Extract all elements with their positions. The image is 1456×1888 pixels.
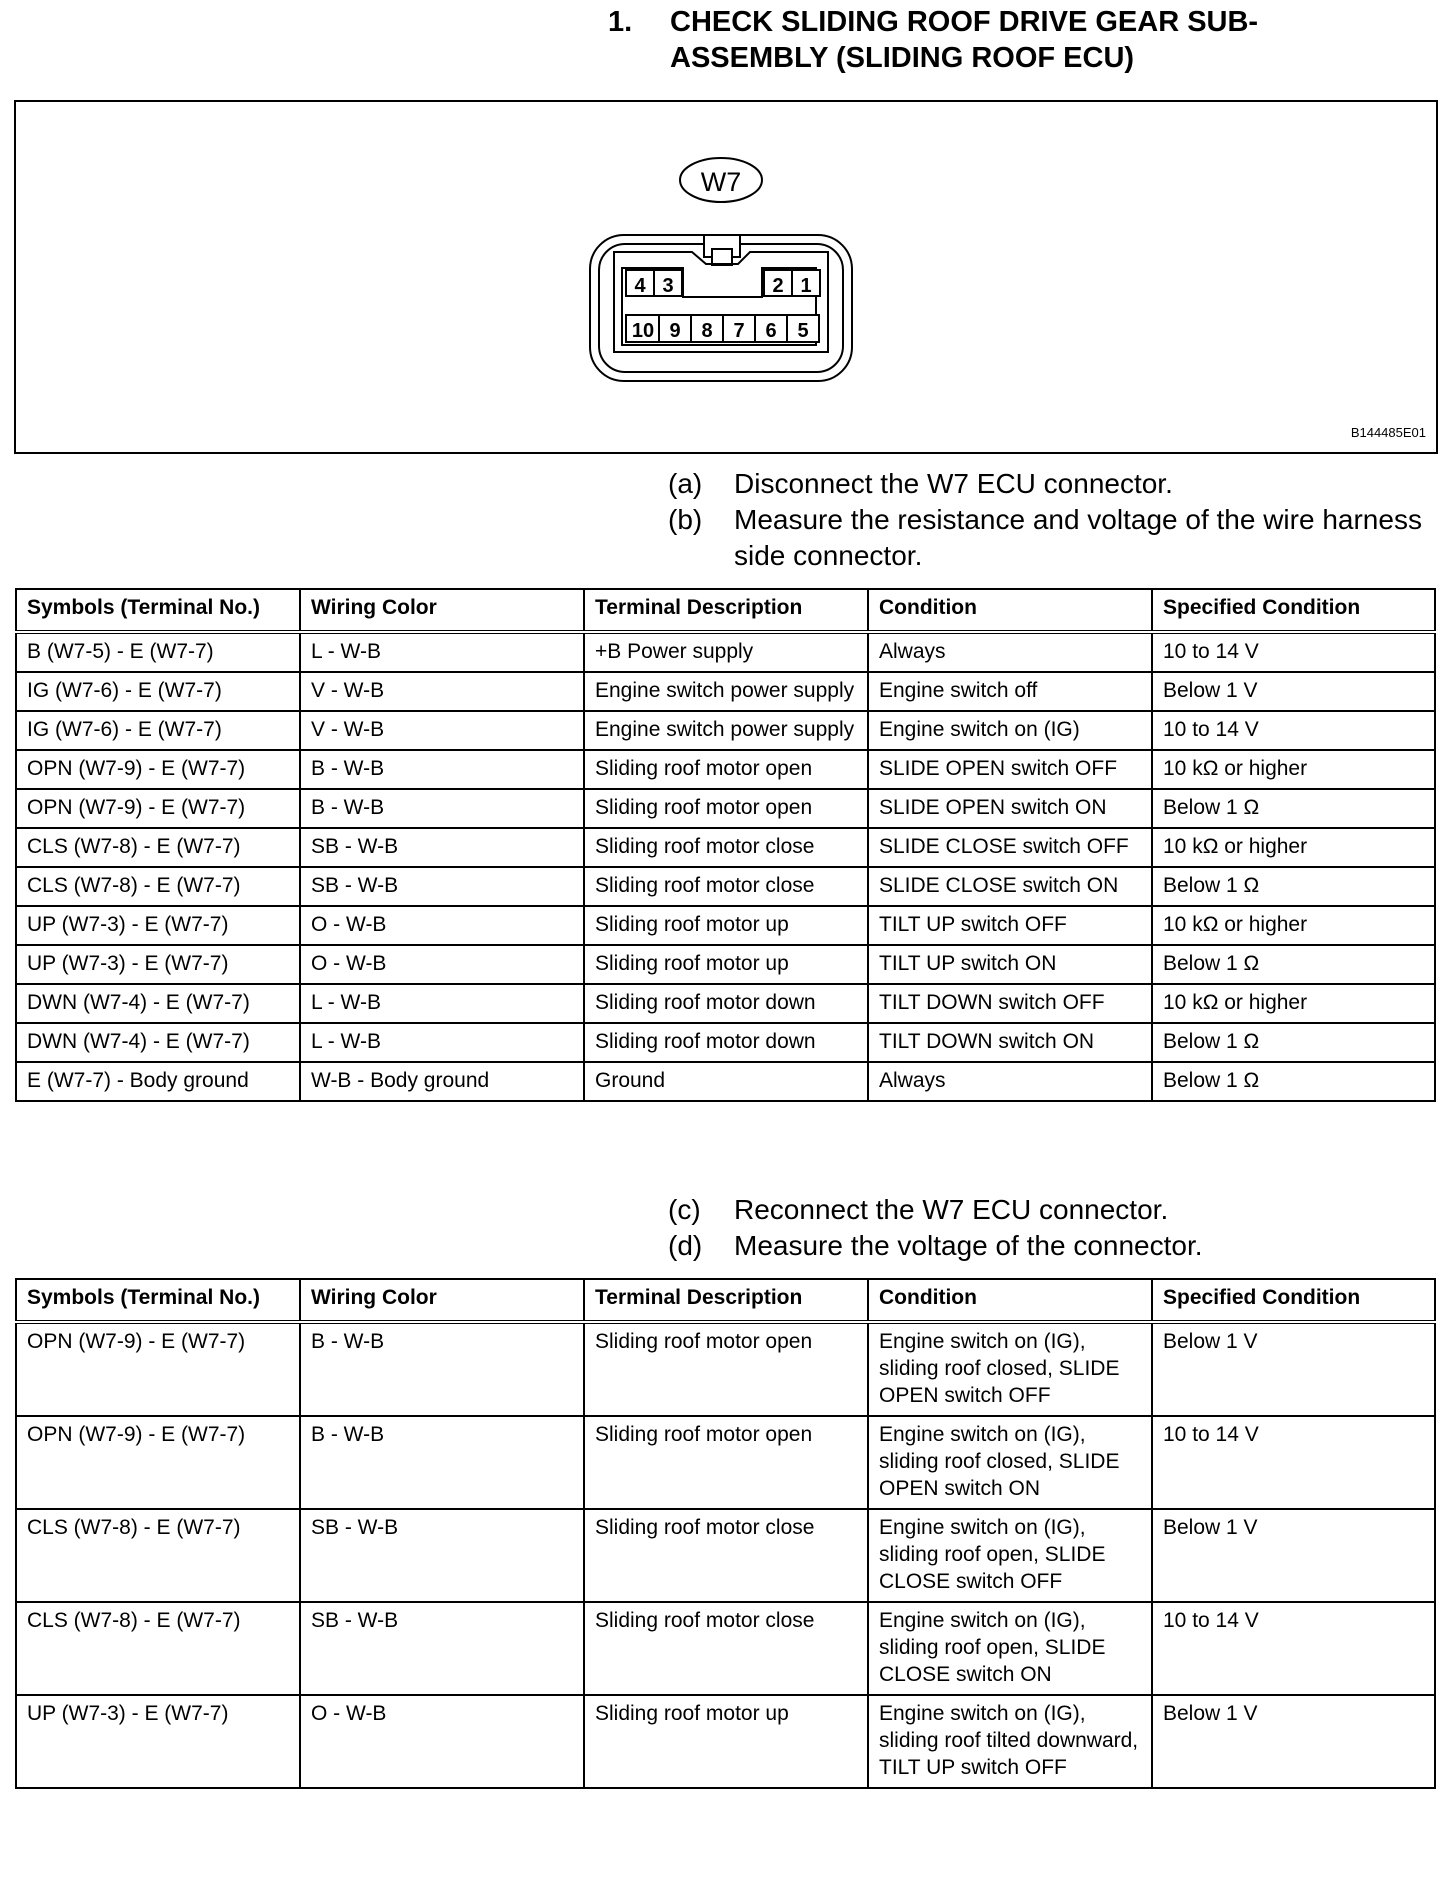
table-cell: B - W-B: [300, 789, 584, 828]
table-row: [16, 906, 1435, 945]
table-cell: 10 to 14 V: [1152, 1416, 1435, 1509]
table-cell: Engine switch power supply: [584, 672, 868, 711]
table-cell: O - W-B: [300, 906, 584, 945]
table-cell: V - W-B: [300, 711, 584, 750]
table-cell: SB - W-B: [300, 828, 584, 867]
table-cell: B - W-B: [300, 750, 584, 789]
table-row: [16, 1602, 1435, 1695]
pin-group-top-right: [764, 270, 820, 297]
step-text: Disconnect the W7 ECU connector.: [734, 468, 1173, 499]
pin-label: 8: [701, 320, 713, 342]
resistance-voltage-table: [15, 588, 1436, 1102]
table-cell: L - W-B: [300, 1023, 584, 1062]
table-cell: Engine switch power supply: [584, 711, 868, 750]
steps-disconnect: [668, 466, 1454, 574]
table-body: [16, 1322, 1435, 1788]
table-row: [16, 828, 1435, 867]
step-label: (c): [668, 1194, 701, 1225]
pin-label: 9: [669, 320, 681, 342]
column-header: Condition: [868, 1279, 1152, 1322]
table-cell: TILT UP switch OFF: [868, 906, 1152, 945]
connector-lock-slot: [712, 249, 732, 265]
column-header: Wiring Color: [300, 1279, 584, 1322]
table-cell: Sliding roof motor close: [584, 828, 868, 867]
table-cell: Engine switch on (IG): [868, 711, 1152, 750]
table-cell: OPN (W7-9) - E (W7-7): [16, 1322, 300, 1416]
column-header: Terminal Description: [584, 1279, 868, 1322]
table-cell: Below 1 V: [1152, 672, 1435, 711]
table-row: [16, 1322, 1435, 1416]
table-cell: 10 kΩ or higher: [1152, 906, 1435, 945]
table-row: [16, 1416, 1435, 1509]
table-cell: SLIDE OPEN switch ON: [868, 789, 1152, 828]
step-text: Measure the voltage of the connector.: [734, 1230, 1203, 1261]
table-cell: Below 1 Ω: [1152, 867, 1435, 906]
table-cell: TILT DOWN switch OFF: [868, 984, 1152, 1023]
table-cell: Engine switch off: [868, 672, 1152, 711]
heading-title: CHECK SLIDING ROOF DRIVE GEAR SUB-ASSEMBLY (SLIDING ROOF ECU): [670, 6, 1259, 74]
table-header-row: [16, 589, 1435, 632]
table-cell: OPN (W7-9) - E (W7-7): [16, 750, 300, 789]
table-cell: B - W-B: [300, 1322, 584, 1416]
column-header: Terminal Description: [584, 589, 868, 632]
table-cell: SB - W-B: [300, 1602, 584, 1695]
table-cell: Below 1 Ω: [1152, 1023, 1435, 1062]
table-cell: B - W-B: [300, 1416, 584, 1509]
pin-label: 5: [797, 320, 809, 342]
table-cell: +B Power supply: [584, 632, 868, 672]
table-row: [16, 789, 1435, 828]
table-cell: Below 1 V: [1152, 1509, 1435, 1602]
table-cell: Sliding roof motor up: [584, 945, 868, 984]
table-row: [16, 750, 1435, 789]
table-cell: CLS (W7-8) - E (W7-7): [16, 828, 300, 867]
pin-label: 3: [662, 275, 674, 297]
table-row: [16, 1509, 1435, 1602]
table-cell: SB - W-B: [300, 867, 584, 906]
table-cell: V - W-B: [300, 672, 584, 711]
step-item: [668, 502, 1454, 574]
table-cell: SLIDE CLOSE switch ON: [868, 867, 1152, 906]
table-row: [16, 1023, 1435, 1062]
table-cell: Below 1 V: [1152, 1322, 1435, 1416]
table-cell: UP (W7-3) - E (W7-7): [16, 906, 300, 945]
table-cell: Below 1 Ω: [1152, 945, 1435, 984]
table-cell: Sliding roof motor open: [584, 789, 868, 828]
step-text: Measure the resistance and voltage of the wire harness side connector.: [734, 504, 1422, 571]
table-cell: CLS (W7-8) - E (W7-7): [16, 867, 300, 906]
table-cell: 10 kΩ or higher: [1152, 828, 1435, 867]
table-cell: W-B - Body ground: [300, 1062, 584, 1101]
table-cell: Engine switch on (IG), sliding roof open, SLIDE CLOSE switch ON: [868, 1602, 1152, 1695]
table-cell: Ground: [584, 1062, 868, 1101]
table-row: [16, 984, 1435, 1023]
table-cell: E (W7-7) - Body ground: [16, 1062, 300, 1101]
column-header: Symbols (Terminal No.): [16, 1279, 300, 1322]
table-cell: 10 kΩ or higher: [1152, 984, 1435, 1023]
table-cell: IG (W7-6) - E (W7-7): [16, 711, 300, 750]
table-cell: L - W-B: [300, 632, 584, 672]
table-row: [16, 945, 1435, 984]
table-cell: O - W-B: [300, 1695, 584, 1788]
table-cell: Below 1 Ω: [1152, 789, 1435, 828]
table-row: [16, 1062, 1435, 1101]
step-label: (a): [668, 468, 703, 499]
table-cell: Sliding roof motor down: [584, 1023, 868, 1062]
column-header: Specified Condition: [1152, 589, 1435, 632]
figure-code: B144485E01: [1350, 425, 1426, 440]
step-label: (d): [668, 1230, 703, 1261]
heading-number: 1.: [608, 6, 633, 38]
table-cell: OPN (W7-9) - E (W7-7): [16, 1416, 300, 1509]
table-cell: 10 to 14 V: [1152, 711, 1435, 750]
table-cell: Sliding roof motor close: [584, 1509, 868, 1602]
table-cell: DWN (W7-4) - E (W7-7): [16, 1023, 300, 1062]
column-header: Wiring Color: [300, 589, 584, 632]
connector-figure: [14, 100, 1438, 454]
table-cell: IG (W7-6) - E (W7-7): [16, 672, 300, 711]
column-header: Symbols (Terminal No.): [16, 589, 300, 632]
table-cell: Sliding roof motor open: [584, 750, 868, 789]
table-cell: Engine switch on (IG), sliding roof open, SLIDE CLOSE switch OFF: [868, 1509, 1152, 1602]
table-cell: SLIDE OPEN switch OFF: [868, 750, 1152, 789]
table-cell: Sliding roof motor open: [584, 1416, 868, 1509]
pin-label: 1: [800, 275, 812, 297]
table-header-row: [16, 1279, 1435, 1322]
table-cell: Below 1 Ω: [1152, 1062, 1435, 1101]
table-cell: OPN (W7-9) - E (W7-7): [16, 789, 300, 828]
table-cell: CLS (W7-8) - E (W7-7): [16, 1509, 300, 1602]
table-cell: Sliding roof motor close: [584, 1602, 868, 1695]
table-cell: Sliding roof motor down: [584, 984, 868, 1023]
table-body: [16, 632, 1435, 1101]
table-cell: CLS (W7-8) - E (W7-7): [16, 1602, 300, 1695]
table-row: [16, 1695, 1435, 1788]
step-item: [668, 1192, 1203, 1228]
table-cell: Sliding roof motor up: [584, 1695, 868, 1788]
table-cell: Engine switch on (IG), sliding roof closed, SLIDE OPEN switch OFF: [868, 1322, 1152, 1416]
table-cell: TILT DOWN switch ON: [868, 1023, 1152, 1062]
pin-label: 2: [772, 275, 784, 297]
table-cell: 10 kΩ or higher: [1152, 750, 1435, 789]
step-item: [668, 466, 1454, 502]
column-header: Condition: [868, 589, 1152, 632]
pin-group-bottom: [626, 315, 819, 342]
table-cell: SLIDE CLOSE switch OFF: [868, 828, 1152, 867]
connector-diagram: [16, 102, 1436, 452]
column-header: Specified Condition: [1152, 1279, 1435, 1322]
table-cell: Sliding roof motor close: [584, 867, 868, 906]
pin-label: 7: [733, 320, 745, 342]
pin-label: 6: [765, 320, 777, 342]
connector-name: W7: [700, 167, 742, 197]
step-item: [668, 1228, 1203, 1264]
table-row: [16, 632, 1435, 672]
table-cell: L - W-B: [300, 984, 584, 1023]
table-row: [16, 711, 1435, 750]
table-cell: 10 to 14 V: [1152, 632, 1435, 672]
table-cell: Sliding roof motor up: [584, 906, 868, 945]
pin-label: 10: [631, 320, 655, 342]
table-cell: TILT UP switch ON: [868, 945, 1152, 984]
table-cell: Engine switch on (IG), sliding roof closed, SLIDE OPEN switch ON: [868, 1416, 1152, 1509]
pin-label: 4: [634, 275, 646, 297]
table-cell: UP (W7-3) - E (W7-7): [16, 1695, 300, 1788]
table-cell: Always: [868, 632, 1152, 672]
table-cell: SB - W-B: [300, 1509, 584, 1602]
connector-voltage-table: [15, 1278, 1436, 1789]
table-cell: Sliding roof motor open: [584, 1322, 868, 1416]
table-cell: UP (W7-3) - E (W7-7): [16, 945, 300, 984]
steps-reconnect: [668, 1192, 1203, 1264]
pin-group-top-left: [626, 270, 682, 297]
table-row: [16, 867, 1435, 906]
table-row: [16, 672, 1435, 711]
step-text: Reconnect the W7 ECU connector.: [734, 1194, 1169, 1225]
table-cell: Engine switch on (IG), sliding roof tilted downward, TILT UP switch OFF: [868, 1695, 1152, 1788]
step-label: (b): [668, 504, 703, 535]
table-cell: DWN (W7-4) - E (W7-7): [16, 984, 300, 1023]
table-cell: Always: [868, 1062, 1152, 1101]
table-cell: B (W7-5) - E (W7-7): [16, 632, 300, 672]
table-cell: 10 to 14 V: [1152, 1602, 1435, 1695]
table-cell: Below 1 V: [1152, 1695, 1435, 1788]
table-cell: O - W-B: [300, 945, 584, 984]
